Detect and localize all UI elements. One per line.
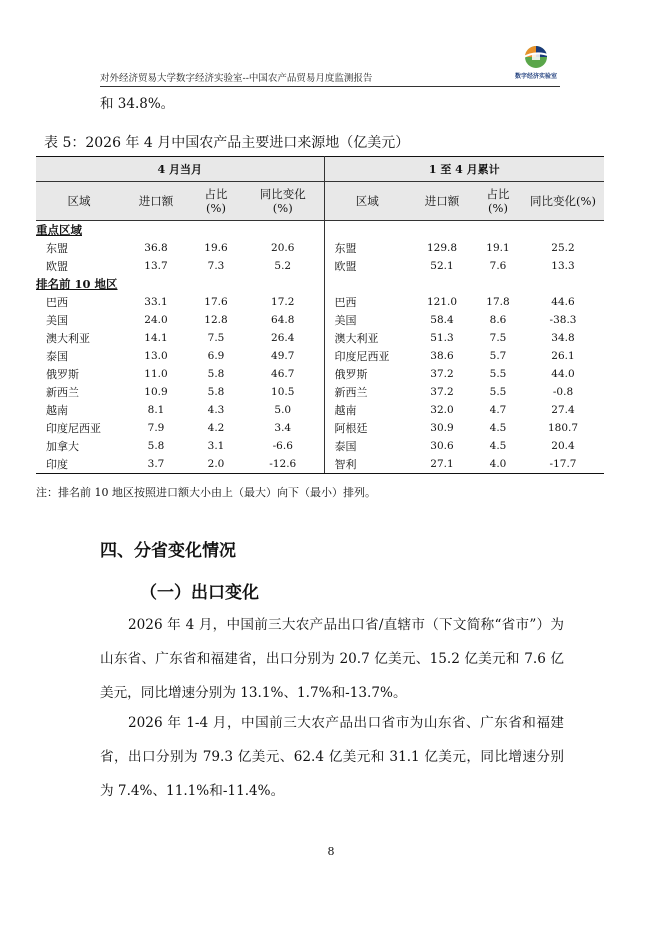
cell-r-import: 121.0 (426, 296, 458, 308)
cell-l-share: 5.8 (207, 368, 225, 380)
col-yoy: 同比变化 (%) (242, 182, 324, 221)
cell-l-yoy: 64.8 (242, 311, 324, 329)
col-yoy-right: 同比变化(%) (522, 182, 604, 221)
table-row (36, 437, 604, 455)
group-header-row (36, 157, 604, 182)
col-share: 占比 (%) (190, 182, 242, 221)
cell-r-import: 32.0 (430, 404, 454, 416)
cell-r-share: 4.7 (489, 404, 507, 416)
cell-r-yoy: 44.0 (551, 368, 575, 380)
cell-l-yoy: 5.2 (242, 257, 324, 275)
cell-r-region: 印度尼西亚 (334, 350, 390, 363)
table-row (36, 239, 604, 257)
cell-l-import: 7.9 (147, 422, 165, 434)
cell-r-yoy: 180.7 (547, 422, 579, 434)
section-spacer (324, 275, 604, 293)
table-row (36, 383, 604, 401)
running-title: 对外经济贸易大学数字经济实验室--中国农产品贸易月度监测报告 (100, 73, 373, 84)
cell-l-import: 5.8 (147, 440, 165, 452)
section-heading: 四、分省变化情况 (100, 541, 236, 561)
group-header-april: 4 月当月 (36, 157, 324, 182)
cell-l-yoy: -12.6 (242, 455, 324, 474)
cell-r-yoy: 20.4 (551, 440, 575, 452)
paragraph: 2026 年 1-4 月，中国前三大农产品出口省市为山东省、广东省和福建省，出口分别为 79.3 亿美元、62.4 亿美元和 31.1 亿美元，同比增速分别为 7.4%、11.1%和-11.4%。 (100, 715, 564, 799)
cell-r-share: 19.1 (486, 242, 510, 254)
cell-r-import: 37.2 (430, 386, 454, 398)
cell-r-yoy: 34.8 (551, 332, 575, 344)
cell-l-share: 7.5 (207, 332, 225, 344)
cell-l-import: 3.7 (122, 455, 190, 474)
cell-l-yoy: 20.6 (242, 239, 324, 257)
cell-l-region: 越南 (46, 404, 68, 417)
cell-l-region: 澳大利亚 (46, 332, 90, 345)
cell-r-region: 澳大利亚 (334, 332, 379, 345)
cell-l-region: 欧盟 (46, 260, 68, 273)
cell-l-import: 24.0 (144, 314, 168, 326)
section-row-focus (36, 221, 604, 240)
cell-l-import: 14.1 (144, 332, 168, 344)
cell-l-share: 4.2 (207, 422, 225, 434)
cell-r-share: 7.6 (489, 260, 507, 272)
cell-l-yoy: 49.7 (242, 347, 324, 365)
cell-r-region: 巴西 (334, 296, 357, 309)
cell-r-yoy: -38.3 (549, 314, 577, 326)
cell-r-region: 泰国 (334, 440, 357, 453)
cell-l-share: 2.0 (190, 455, 242, 474)
cell-l-share: 17.6 (204, 296, 228, 308)
cell-r-import: 27.1 (410, 455, 474, 474)
cell-l-import: 13.0 (144, 350, 168, 362)
col-import: 进口额 (122, 182, 190, 221)
cell-l-region: 印度 (36, 455, 122, 474)
table-row (36, 293, 604, 311)
cell-r-share: 5.5 (489, 386, 507, 398)
cell-l-yoy: 26.4 (242, 329, 324, 347)
table-row (36, 419, 604, 437)
cell-r-share: 4.5 (489, 440, 507, 452)
cell-r-region: 东盟 (334, 242, 357, 255)
cell-l-import: 8.1 (147, 404, 165, 416)
cell-r-region: 美国 (334, 314, 357, 327)
table-row (36, 401, 604, 419)
table-row (36, 311, 604, 329)
col-import-right: 进口额 (410, 182, 474, 221)
cell-l-region: 东盟 (46, 242, 68, 255)
paragraph: 2026 年 4 月，中国前三大农产品出口省/直辖市（下文简称“省市”）为山东省、广东省和福建省，出口分别为 20.7 亿美元、15.2 亿美元和 7.6 亿美元，同比增速分别为 13.1%、1.7%和-13.7%。 (100, 617, 564, 701)
cell-l-region: 新西兰 (46, 386, 79, 399)
cell-r-import: 37.2 (430, 368, 454, 380)
cell-r-share: 4.0 (474, 455, 522, 474)
cell-l-share: 19.6 (204, 242, 228, 254)
section-label: 重点区域 (36, 221, 324, 240)
cell-l-yoy: 3.4 (242, 419, 324, 437)
cell-l-yoy: 17.2 (242, 293, 324, 311)
cell-r-yoy: 27.4 (551, 404, 575, 416)
cell-l-share: 12.8 (204, 314, 228, 326)
cell-r-share: 4.5 (489, 422, 507, 434)
table-row (36, 347, 604, 365)
page-number: 8 (327, 845, 335, 858)
cell-r-import: 129.8 (426, 242, 458, 254)
cell-r-region: 新西兰 (334, 386, 368, 399)
cell-r-yoy: -0.8 (552, 386, 574, 398)
cell-l-yoy: 10.5 (242, 383, 324, 401)
cell-r-yoy: 13.3 (551, 260, 575, 272)
cell-l-region: 加拿大 (46, 440, 79, 453)
table-row (36, 455, 604, 474)
cell-r-region: 俄罗斯 (334, 368, 368, 381)
cell-r-import: 38.6 (430, 350, 454, 362)
section-row-top10 (36, 275, 604, 293)
cell-r-share: 7.5 (489, 332, 507, 344)
cell-l-share: 5.8 (207, 386, 225, 398)
cell-l-yoy: 5.0 (242, 401, 324, 419)
cell-r-region: 越南 (334, 404, 357, 417)
cell-l-region: 印度尼西亚 (46, 422, 101, 435)
cell-r-share: 5.7 (489, 350, 507, 362)
col-region-right: 区域 (324, 182, 410, 221)
cell-l-share: 6.9 (207, 350, 225, 362)
table-row (36, 329, 604, 347)
cell-r-yoy: 26.1 (551, 350, 575, 362)
cell-l-region: 泰国 (46, 350, 68, 363)
table-note: 注：排名前 10 地区按照进口额大小由上（最大）向下（最小）排列。 (36, 486, 376, 499)
col-share-right: 占比 (%) (474, 182, 522, 221)
page-header (100, 66, 560, 87)
cell-r-import: 30.6 (430, 440, 454, 452)
cell-l-import: 10.9 (144, 386, 168, 398)
cell-l-share: 7.3 (207, 260, 225, 272)
table-title: 表 5：2026 年 4 月中国农产品主要进口来源地（亿美元） (44, 135, 410, 151)
section-spacer (324, 221, 604, 240)
section-label: 排名前 10 地区 (36, 275, 324, 293)
cell-r-import: 58.4 (430, 314, 454, 326)
import-sources-table (36, 156, 604, 474)
cell-r-yoy: 44.6 (551, 296, 575, 308)
cell-l-share: 3.1 (207, 440, 225, 452)
lab-logo (508, 44, 564, 82)
cell-l-import: 11.0 (144, 368, 168, 380)
cell-r-import: 51.3 (430, 332, 454, 344)
cell-l-import: 36.8 (144, 242, 168, 254)
cell-l-yoy: -6.6 (242, 437, 324, 455)
cell-r-yoy: 25.2 (551, 242, 575, 254)
continuation-text: 和 34.8%。 (100, 96, 175, 112)
logo-text: 数字经济实验室 (514, 73, 557, 80)
group-header-cumulative: 1 至 4 月累计 (324, 157, 604, 182)
cell-r-region: 阿根廷 (334, 422, 368, 435)
table-row (36, 257, 604, 275)
table-row (36, 365, 604, 383)
globe-logo-icon (508, 44, 564, 72)
cell-l-import: 13.7 (144, 260, 168, 272)
cell-r-region: 智利 (324, 455, 410, 474)
cell-r-share: 17.8 (486, 296, 510, 308)
cell-l-import: 33.1 (144, 296, 168, 308)
cell-r-yoy: -17.7 (522, 455, 604, 474)
cell-r-share: 8.6 (489, 314, 507, 326)
cell-l-region: 俄罗斯 (46, 368, 79, 381)
cell-l-region: 巴西 (46, 296, 68, 309)
column-header-row (36, 182, 604, 221)
cell-r-share: 5.5 (489, 368, 507, 380)
cell-r-region: 欧盟 (334, 260, 357, 273)
cell-r-import: 52.1 (430, 260, 454, 272)
col-region: 区域 (36, 182, 122, 221)
subsection-heading: （一）出口变化 (140, 583, 259, 603)
cell-r-import: 30.9 (430, 422, 454, 434)
cell-l-region: 美国 (46, 314, 68, 327)
cell-l-share: 4.3 (207, 404, 225, 416)
cell-l-yoy: 46.7 (242, 365, 324, 383)
